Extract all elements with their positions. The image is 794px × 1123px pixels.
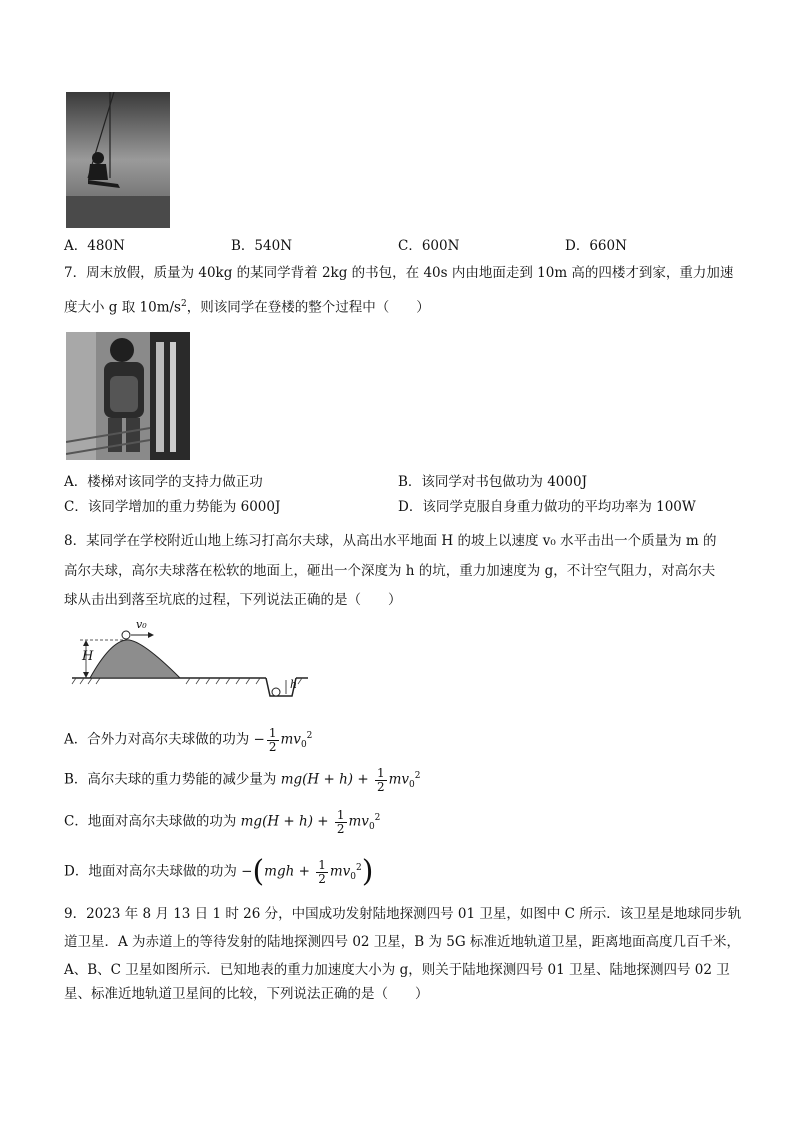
golf-diagram-svg [70,618,310,710]
fraction-numerator: 1 [268,725,277,740]
q9-stem-line2: 道卫星．A 为赤道上的等待发射的陆地探测四号 02 卫星，B 为 5G 标准近地轨道卫星，距离地面高度几百千米， [64,934,740,950]
fraction-denominator: 2 [376,779,385,794]
stairs-photo-image [66,332,190,460]
q8-option-d-paren-right: ) [361,854,374,889]
q8-stem-line1: 8．某同学在学校附近山地上练习打高尔夫球，从高出水平地面 H 的坡上以速度 v₀ 水平击出一个质量为 m 的 [64,533,717,549]
q8-option-b-text: B．高尔夫球的重力势能的减少量为 [64,771,281,788]
q8-option-c-sub: 0 [368,822,375,833]
q6-option-a: A．480N [64,238,125,254]
q7-stem-line2-pre: 度大小 g 取 10m/s [64,299,181,316]
q8-option-c-fraction [335,809,347,836]
q7-stem-line2 [64,294,430,318]
q8-option-b [64,766,421,795]
fraction-numerator: 1 [336,807,345,822]
swing-photo [66,92,170,228]
q7-stem-line1: 7．周末放假，质量为 40kg 的某同学背着 2kg 的书包，在 40s 内由地面走到 10m 高的四楼才到家，重力加速 [64,265,734,281]
stairs-photo [66,332,190,460]
q7-stem-line2-post: ，则该同学在登楼的整个过程中（ ） [186,299,430,316]
q9-stem-line1: 9．2023 年 8 月 13 日 1 时 26 分，中国成功发射陆地探测四号 01 卫星，如图中 C 所示．该卫星是地球同步轨 [64,906,742,922]
q7-option-c: C．该同学增加的重力势能为 6000J [64,499,281,515]
q8-option-a-fraction [267,727,279,754]
q8-option-b-sub: 0 [409,780,415,791]
q8-option-a-sub: 0 [300,740,307,751]
fraction-numerator: 1 [376,765,385,780]
q6-option-b: B．540N [231,238,293,254]
q8-option-c [64,808,380,837]
q8-option-b-mv: mv [388,771,410,788]
fraction-denominator: 2 [268,739,277,754]
q8-option-a-mv: mv [280,731,301,748]
q8-option-d-mv: mv [329,863,351,880]
q7-option-d: D．该同学克服自身重力做功的平均功率为 100W [398,499,696,515]
q8-option-d-paren-left: ( [252,854,265,889]
q8-option-c-sup: 2 [374,813,381,823]
q7-stem-line2-sup: 2 [180,299,187,309]
fraction-numerator: 1 [318,857,326,872]
q8-option-d-mgh: mgh + [264,863,315,880]
q8-option-d-sub: 0 [350,872,357,883]
q8-stem-line2: 高尔夫球，高尔夫球落在松软的地面上，砸出一个深度为 h 的坑，重力加速度为 g，不计空气阻力，对高尔夫 [64,563,716,579]
q8-option-d-fraction [316,859,328,886]
fraction-denominator: 2 [318,871,326,886]
q9-stem-line3: A、B、C 卫星如图所示．已知地表的重力加速度大小为 g，则关于陆地探测四号 01 卫星、陆地探测四号 02 卫 [64,962,730,978]
q8-option-b-fraction [375,767,387,794]
q6-option-c: C．600N [398,238,460,254]
q8-stem-line3: 球从击出到落至坑底的过程，下列说法正确的是（ ） [64,592,402,608]
q8-option-b-sup: 2 [414,771,421,781]
golf-label-v0: v₀ [136,618,147,631]
q8-option-c-mv: mv [348,813,369,830]
q8-option-a [64,726,312,755]
q8-option-d-text: D．地面对高尔夫球做的功为 − [64,863,253,880]
q8-option-c-mg: mg(H + h) + [240,813,333,830]
golf-label-H: H [82,649,94,664]
q8-option-d-sup: 2 [356,863,362,873]
q8-option-d [64,854,374,889]
fraction-denominator: 2 [336,821,345,836]
q6-option-d: D．660N [565,238,627,254]
golf-label-h: h [290,678,298,691]
q8-option-b-mg: mg(H + h) + [280,771,373,788]
swing-photo-image [66,92,170,228]
q8-option-a-sup: 2 [306,731,313,741]
q7-option-a: A．楼梯对该同学的支持力做正功 [64,474,263,490]
golf-diagram [70,618,310,710]
q9-stem-line4: 星、标准近地轨道卫星间的比较，下列说法正确的是（ ） [64,986,429,1002]
q7-option-b: B．该同学对书包做功为 4000J [398,474,587,490]
q8-option-c-text: C．地面对高尔夫球做的功为 [64,813,241,830]
q8-option-a-text: A．合外力对高尔夫球做的功为 − [64,731,265,748]
